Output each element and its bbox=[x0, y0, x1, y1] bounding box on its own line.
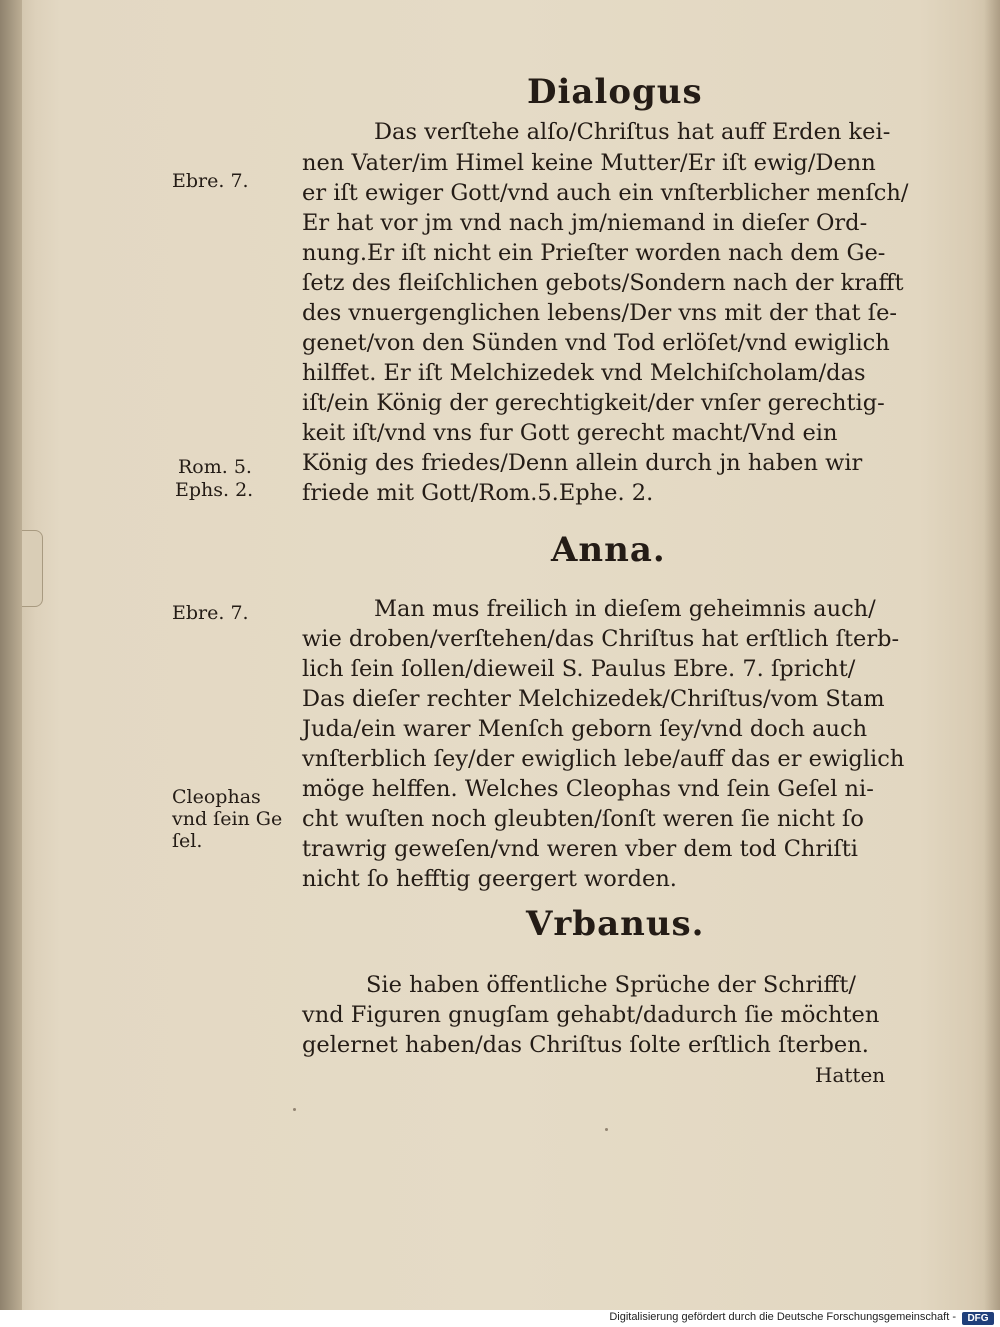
text-line: Man mus freilich in dieſem geheimnis auch/ bbox=[374, 596, 876, 622]
text-line: König des friedes/Denn allein durch jn haben wir bbox=[302, 450, 863, 476]
text-line: möge helffen. Welches Cleophas vnd ſein Geſel ni- bbox=[302, 776, 874, 802]
heading-anna: Anna. bbox=[551, 530, 666, 570]
text-line: Sie haben öffentliche Sprüche der Schrifft/ bbox=[366, 972, 856, 998]
margin-note-cleophas: Cleophas bbox=[172, 786, 261, 808]
book-spine bbox=[0, 0, 22, 1310]
text-line: des vnuergenglichen lebens/Der vns mit der that ſe- bbox=[302, 300, 897, 326]
text-line: Er hat vor jm vnd nach jm/niemand in dieſer Ord- bbox=[302, 210, 868, 236]
text-line: nen Vater/im Himel keine Mutter/Er iſt ewig/Denn bbox=[302, 150, 876, 176]
text-line: cht wuſten noch gleubten/ſonſt weren ſie nicht ſo bbox=[302, 806, 864, 832]
margin-note-ephs2: Ephs. 2. bbox=[175, 479, 254, 501]
margin-note-cleophas: ſel. bbox=[172, 830, 203, 852]
text-line: wie droben/verſtehen/das Chriſtus hat erſtlich ſterb- bbox=[302, 626, 900, 652]
heading-urbanus: Vrbanus. bbox=[526, 904, 705, 944]
text-line: hilffet. Er iſt Melchizedek vnd Melchiſcholam/das bbox=[302, 360, 866, 386]
text-line: ſetz des fleiſchlichen gebots/Sondern nach der krafft bbox=[302, 270, 904, 296]
ink-speck bbox=[605, 1128, 608, 1131]
text-line: trawrig geweſen/vnd weren vber dem tod Chriſti bbox=[302, 836, 858, 862]
margin-note-cleophas: vnd ſein Ge bbox=[172, 808, 283, 830]
text-line: genet/von den Sünden vnd Tod erlöſet/vnd ewiglich bbox=[302, 330, 890, 356]
margin-note-ebre7-b: Ebre. 7. bbox=[172, 602, 249, 624]
margin-note-rom5: Rom. 5. bbox=[178, 456, 252, 478]
text-line: iſt/ein König der gerechtigkeit/der vnſer gerechtig- bbox=[302, 390, 885, 416]
text-line: Das verſtehe alſo/Chriſtus hat auff Erden kei- bbox=[374, 119, 891, 145]
text-line: keit iſt/vnd vns fur Gott gerecht macht/Vnd ein bbox=[302, 420, 838, 446]
page-edge-shadow bbox=[984, 0, 1000, 1310]
text-line: Das dieſer rechter Melchizedek/Chriſtus/vom Stam bbox=[302, 686, 885, 712]
dfg-logo: DFG bbox=[962, 1312, 994, 1325]
text-line: gelernet haben/das Chriſtus ſolte erſtlich ſterben. bbox=[302, 1032, 869, 1058]
page-tab bbox=[22, 530, 43, 607]
text-line: nicht ſo hefftig geergert worden. bbox=[302, 866, 677, 892]
footer-credit: Digitalisierung gefördert durch die Deutsche Forschungsgemeinschaft - bbox=[609, 1311, 956, 1323]
margin-note-ebre7: Ebre. 7. bbox=[172, 170, 249, 192]
text-line: lich ſein ſollen/dieweil S. Paulus Ebre. 7. ſpricht/ bbox=[302, 656, 856, 682]
text-line: nung.Er iſt nicht ein Prieſter worden nach dem Ge- bbox=[302, 240, 886, 266]
heading-dialogus: Dialogus bbox=[527, 72, 703, 112]
text-line: er iſt ewiger Gott/vnd auch ein vnſterblicher menſch/ bbox=[302, 180, 909, 206]
text-line: vnſterblich ſey/der ewiglich lebe/auff das er ewiglich bbox=[302, 746, 905, 772]
catchword: Hatten bbox=[815, 1063, 886, 1087]
text-line: vnd Figuren gnugſam gehabt/dadurch ſie möchten bbox=[302, 1002, 880, 1028]
ink-speck bbox=[293, 1108, 296, 1111]
text-line: friede mit Gott/Rom.5.Ephe. 2. bbox=[302, 480, 654, 506]
text-line: Juda/ein warer Menſch geborn ſey/vnd doch auch bbox=[302, 716, 868, 742]
